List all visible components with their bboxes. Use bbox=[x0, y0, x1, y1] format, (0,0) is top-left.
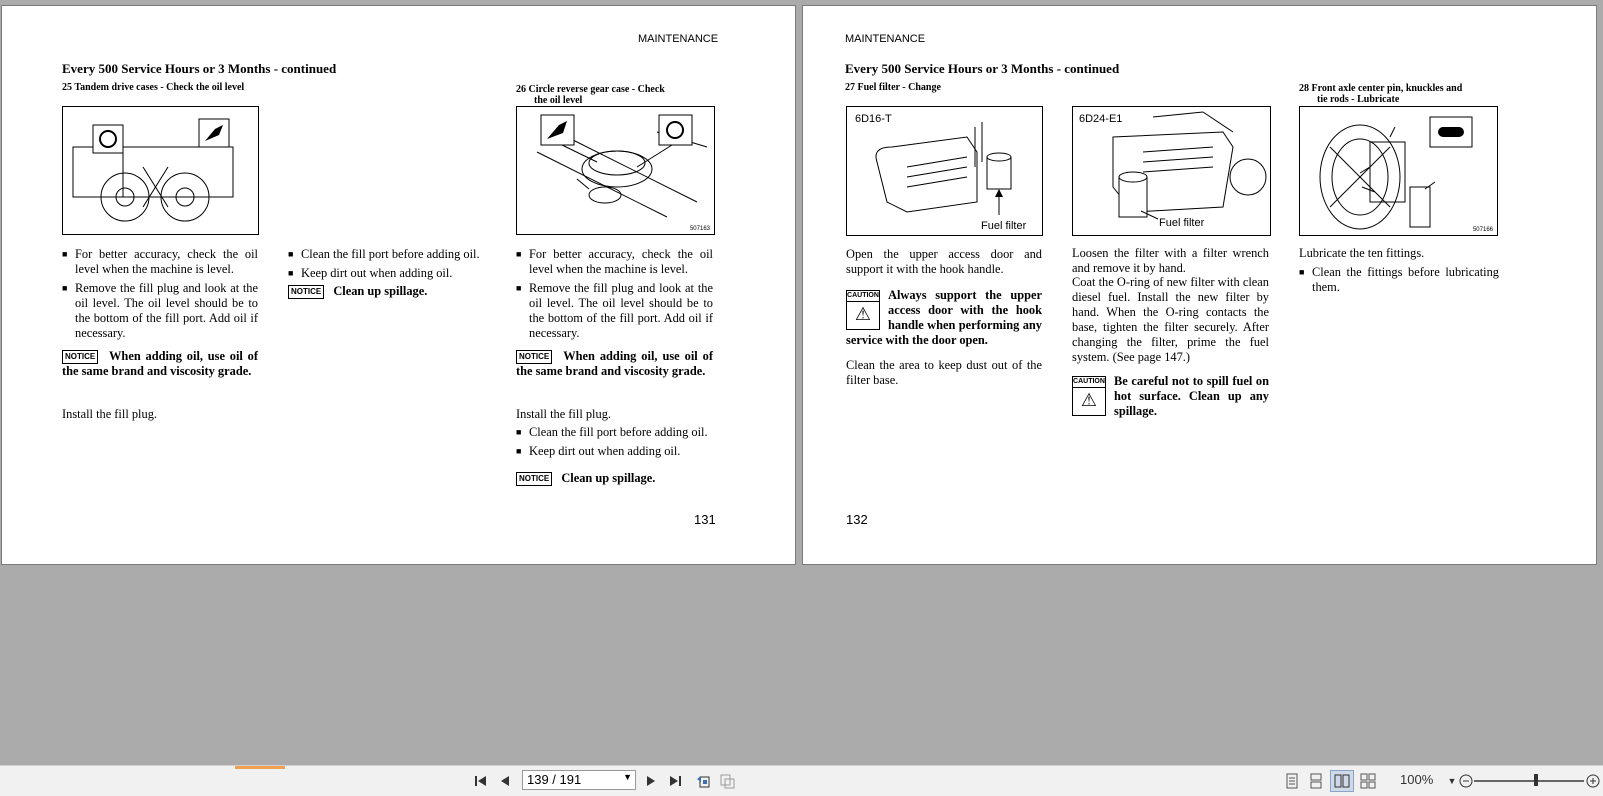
bullet-item: ■ Remove the fill plug and look at the oil level. The oil level should be to the bottom of the fill port. Add oil if necessary. bbox=[516, 281, 713, 341]
col2-bullets bbox=[288, 247, 488, 281]
section-26-bullets bbox=[516, 247, 713, 341]
single-page-view-button[interactable] bbox=[1282, 770, 1302, 792]
first-page-icon bbox=[474, 774, 488, 788]
zoom-dropdown[interactable] bbox=[1446, 770, 1458, 792]
section-28-para: Lubricate the ten fittings. bbox=[1299, 246, 1425, 260]
section-27-col2-para-1: Loosen the filter with a filter wrench and remove it by hand. bbox=[1072, 246, 1269, 275]
previous-view-button[interactable] bbox=[692, 770, 714, 792]
notice-badge: NOTICE bbox=[516, 472, 552, 486]
continuous-page-icon bbox=[1310, 773, 1322, 789]
caution-label: CAUTION bbox=[1073, 377, 1105, 388]
zoom-out-button[interactable] bbox=[1458, 770, 1474, 792]
page-title: Every 500 Service Hours or 3 Months - continued bbox=[845, 61, 1120, 76]
caution-icon bbox=[846, 290, 880, 330]
notice-badge: NOTICE bbox=[516, 350, 552, 364]
next-view-button[interactable] bbox=[716, 770, 738, 792]
caution-label: CAUTION bbox=[847, 291, 879, 302]
bullet-item: ■ Clean the fill port before adding oil. bbox=[516, 425, 716, 440]
previous-view-icon bbox=[695, 773, 711, 789]
bullet-item: ■ Clean the fittings before lubricating them. bbox=[1299, 265, 1499, 295]
section-25-notice bbox=[62, 349, 258, 379]
bullet-item: ■ Keep dirt out when adding oil. bbox=[288, 266, 488, 281]
install-text: Install the fill plug. bbox=[516, 407, 611, 421]
bullet-item: ■ Clean the fill port before adding oil. bbox=[288, 247, 488, 262]
install-text: Install the fill plug. bbox=[62, 407, 157, 421]
zoom-level[interactable]: 100% bbox=[1400, 772, 1434, 787]
warning-triangle-icon: ⚠ bbox=[1080, 390, 1098, 411]
fuel-filter-figure-6d24e1 bbox=[1072, 106, 1271, 236]
document-page-131 bbox=[1, 5, 796, 565]
page-number-value: 139 / 191 bbox=[527, 772, 582, 787]
fuel-filter-label: Fuel filter bbox=[981, 220, 1027, 232]
warning-triangle-icon: ⚠ bbox=[854, 304, 872, 325]
zoom-slider-handle[interactable] bbox=[1534, 774, 1538, 786]
section-26-notice-2 bbox=[516, 471, 716, 486]
page-title: Every 500 Service Hours or 3 Months - continued bbox=[62, 61, 337, 76]
section-27-para-2: Clean the area to keep dust out of the filter base. bbox=[846, 358, 1042, 387]
caution-block-2 bbox=[1072, 374, 1269, 419]
section-28-heading: 28 Front axle center pin, knuckles and tie rods - Lubricate bbox=[1299, 83, 1463, 105]
col2-notice bbox=[288, 284, 488, 299]
section-28-bullets bbox=[1299, 265, 1499, 295]
section-25-heading: 25 Tandem drive cases - Check the oil level bbox=[62, 82, 245, 93]
facing-pages-icon bbox=[1334, 774, 1350, 788]
notice-badge: NOTICE bbox=[288, 285, 324, 299]
caution-text: Always support the upper access door with the hook handle when performing any service with the door open. bbox=[846, 288, 1042, 347]
tandem-drive-figure bbox=[62, 106, 259, 235]
continuous-view-button[interactable] bbox=[1306, 770, 1326, 792]
first-page-button[interactable] bbox=[470, 770, 492, 792]
page-header: MAINTENANCE bbox=[638, 33, 719, 45]
previous-page-button[interactable] bbox=[494, 770, 516, 792]
single-page-icon bbox=[1286, 773, 1298, 789]
figure-model-label: 6D24-E1 bbox=[1079, 113, 1123, 125]
figure-model-label: 6D16-T bbox=[855, 113, 892, 125]
section-26-bullets-2 bbox=[516, 425, 716, 459]
page-number: 132 bbox=[846, 512, 868, 527]
page-number: 131 bbox=[694, 512, 716, 527]
notice-badge: NOTICE bbox=[62, 350, 98, 364]
next-view-icon bbox=[719, 773, 735, 789]
last-page-icon bbox=[668, 774, 682, 788]
next-page-icon bbox=[645, 774, 657, 788]
section-26-heading: 26 Circle reverse gear case - Check the oil level bbox=[516, 84, 665, 106]
chevron-down-icon: ▼ bbox=[1447, 776, 1457, 786]
fuel-filter-figure-6d16t bbox=[846, 106, 1043, 236]
bullet-item: ■ Keep dirt out when adding oil. bbox=[516, 444, 716, 459]
notice-text: When adding oil, use oil of the same brand and viscosity grade. bbox=[62, 349, 258, 379]
page-number-input[interactable] bbox=[522, 770, 636, 790]
notice-text: Clean up spillage. bbox=[561, 471, 656, 485]
figure-id: 507166 bbox=[1472, 227, 1493, 233]
viewer-toolbar bbox=[0, 765, 1603, 796]
caution-icon bbox=[1072, 376, 1106, 416]
bullet-item: ■ Remove the fill plug and look at the oil level. The oil level should be to the bottom of the fill port. Add oil if necessary. bbox=[62, 281, 258, 341]
front-axle-figure bbox=[1299, 106, 1498, 236]
section-27-col2-para-2: Coat the O-ring of new filter with clean diesel fuel. Install the new filter by hand. When the O-ring contacts the base, tighten the filter securely. After changing the filter, prime the fuel system. (See page 147.) bbox=[1072, 275, 1269, 364]
caution-block bbox=[846, 288, 1042, 348]
continuous-facing-icon bbox=[1360, 773, 1376, 789]
accent-strip bbox=[235, 766, 285, 769]
section-26-notice bbox=[516, 349, 713, 379]
section-25-bullets bbox=[62, 247, 258, 341]
chevron-down-icon[interactable]: ▼ bbox=[623, 772, 632, 782]
notice-text: When adding oil, use oil of the same brand and viscosity grade. bbox=[516, 349, 713, 379]
zoom-in-button[interactable] bbox=[1585, 770, 1601, 792]
section-27-heading: 27 Fuel filter - Change bbox=[845, 82, 941, 93]
next-page-button[interactable] bbox=[640, 770, 662, 792]
circle-reverse-gear-figure bbox=[516, 106, 715, 235]
bullet-item: ■ For better accuracy, check the oil level when the machine is level. bbox=[516, 247, 713, 277]
bullet-item: ■ For better accuracy, check the oil level when the machine is level. bbox=[62, 247, 258, 277]
zoom-out-icon bbox=[1459, 774, 1473, 788]
caution-text: Be careful not to spill fuel on hot surface. Clean up any spillage. bbox=[1114, 374, 1269, 418]
zoom-slider-track[interactable] bbox=[1474, 780, 1584, 782]
figure-id: 507163 bbox=[689, 226, 710, 232]
document-page-132 bbox=[802, 5, 1597, 565]
page-header: MAINTENANCE bbox=[845, 33, 926, 45]
last-page-button[interactable] bbox=[664, 770, 686, 792]
fuel-filter-label: Fuel filter bbox=[1159, 217, 1205, 229]
zoom-in-icon bbox=[1586, 774, 1600, 788]
continuous-facing-view-button[interactable] bbox=[1358, 770, 1378, 792]
notice-text: Clean up spillage. bbox=[333, 284, 428, 298]
previous-page-icon bbox=[499, 774, 511, 788]
section-27-para-1: Open the upper access door and support it with the hook handle. bbox=[846, 247, 1042, 276]
facing-view-button[interactable] bbox=[1330, 770, 1354, 792]
